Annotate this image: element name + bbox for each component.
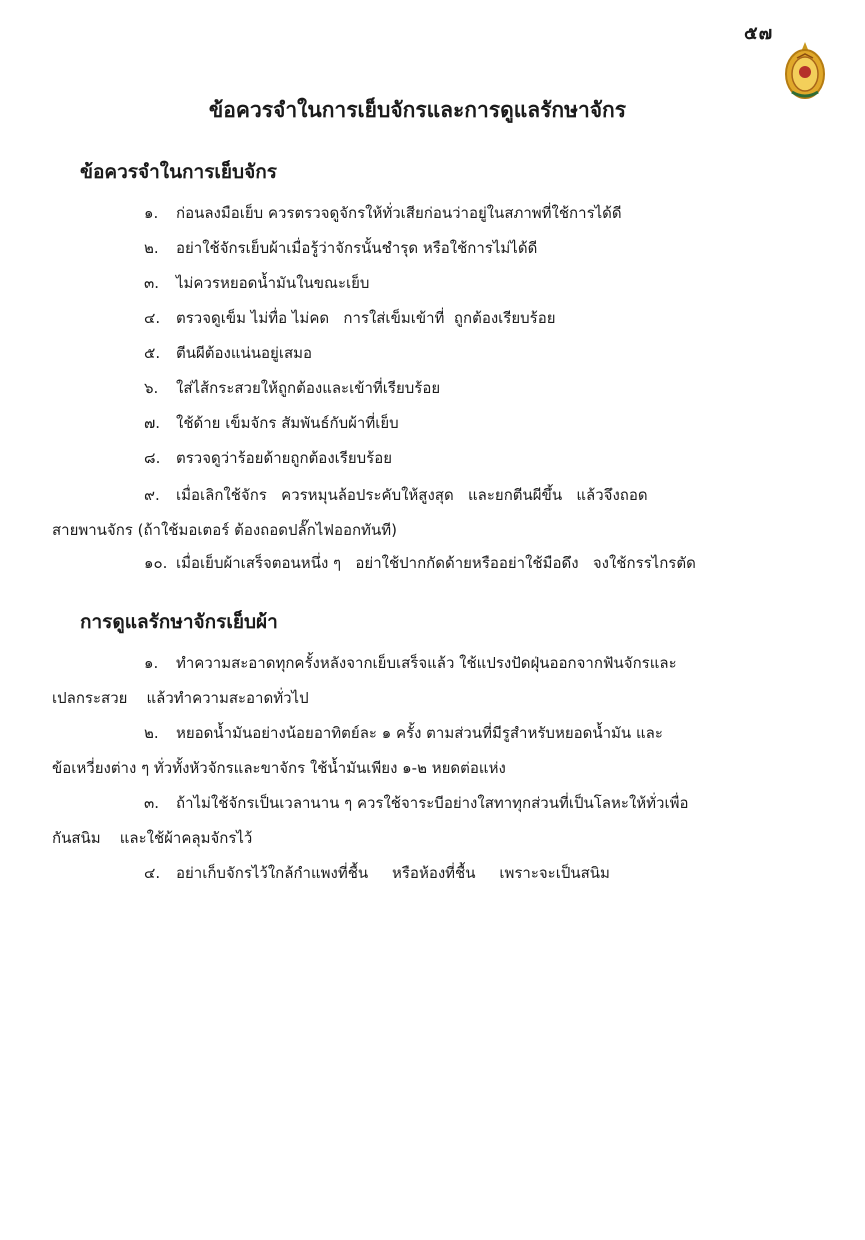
list-item: ๘. ตรวจดูว่าร้อยด้ายถูกต้องเรียบร้อย xyxy=(144,449,392,467)
list-item: ๔. ตรวจดูเข็ม ไม่ทื่อ ไม่คด การใส่เข็มเข้าที่ ถูกต้องเรียบร้อย xyxy=(144,309,556,327)
section-heading-machine-care: การดูแลรักษาจักรเย็บผ้า xyxy=(80,611,278,633)
list-item: ๒. หยอดน้ำมันอย่างน้อยอาทิตย์ละ ๑ ครั้ง ตามส่วนที่มีรูสำหรับหยอดน้ำมัน และ ข้อเหวี่ยงต่าง ๆ ทั่วทั้งหัวจักรและขาจักร ใช้น้ำมันเพียง ๑-๒ หยดต่อแห่ง xyxy=(52,724,663,777)
list-item: ๓. ไม่ควรหยอดน้ำมันในขณะเย็บ xyxy=(144,274,370,292)
list-item: ๑๐. เมื่อเย็บผ้าเสร็จตอนหนึ่ง ๆ อย่าใช้ปากกัดด้ายหรืออย่าใช้มือดึง จงใช้กรรไกรตัด xyxy=(144,554,696,572)
emblem-seal-icon xyxy=(782,40,828,102)
list-item: ๑. ก่อนลงมือเย็บ ควรตรวจดูจักรให้ทั่วเสียก่อนว่าอยู่ในสภาพที่ใช้การได้ดี xyxy=(144,204,622,222)
document-title: ข้อควรจำในการเย็บจักรและการดูแลรักษาจักร xyxy=(208,98,627,122)
list-item: ๔. อย่าเก็บจักรไว้ใกล้กำแพงที่ชื้น หรือห้องที่ชื้น เพราะจะเป็นสนิม xyxy=(144,864,610,882)
list-item: ๑. ทำความสะอาดทุกครั้งหลังจากเย็บเสร็จแล้ว ใช้แปรงปัดฝุ่นออกจากฟันจักรและ เปลกระสวย แล้วทำความสะอาดทั่วไป xyxy=(52,654,677,707)
list-item: ๖. ใส่ไส้กระสวยให้ถูกต้องและเข้าที่เรียบร้อย xyxy=(144,379,441,397)
list-item: ๕. ตีนผีต้องแน่นอยู่เสมอ xyxy=(144,344,313,362)
list-item: ๗. ใช้ด้าย เข็มจักร สัมพันธ์กับผ้าที่เย็บ xyxy=(144,414,399,432)
section-heading-machine-use: ข้อควรจำในการเย็บจักร xyxy=(80,161,277,183)
list-item: ๒. อย่าใช้จักรเย็บผ้าเมื่อรู้ว่าจักรนั้นชำรุด หรือใช้การไม่ได้ดี xyxy=(144,239,538,257)
list-item: ๓. ถ้าไม่ใช้จักรเป็นเวลานาน ๆ ควรใช้จาระบีอย่างใสทาทุกส่วนที่เป็นโลหะให้ทั่วเพื่อ กันสนิม และใช้ผ้าคลุมจักรไว้ xyxy=(52,794,689,847)
page-number: ๕๗ xyxy=(744,23,774,44)
list-item: ๙. เมื่อเลิกใช้จักร ควรหมุนล้อประคับให้สูงสุด และยกตีนผีขึ้น แล้วจึงถอด สายพานจักร (ถ้าใช้มอเตอร์ ต้องถอดปลั๊กไฟออกทันที) xyxy=(52,486,648,539)
